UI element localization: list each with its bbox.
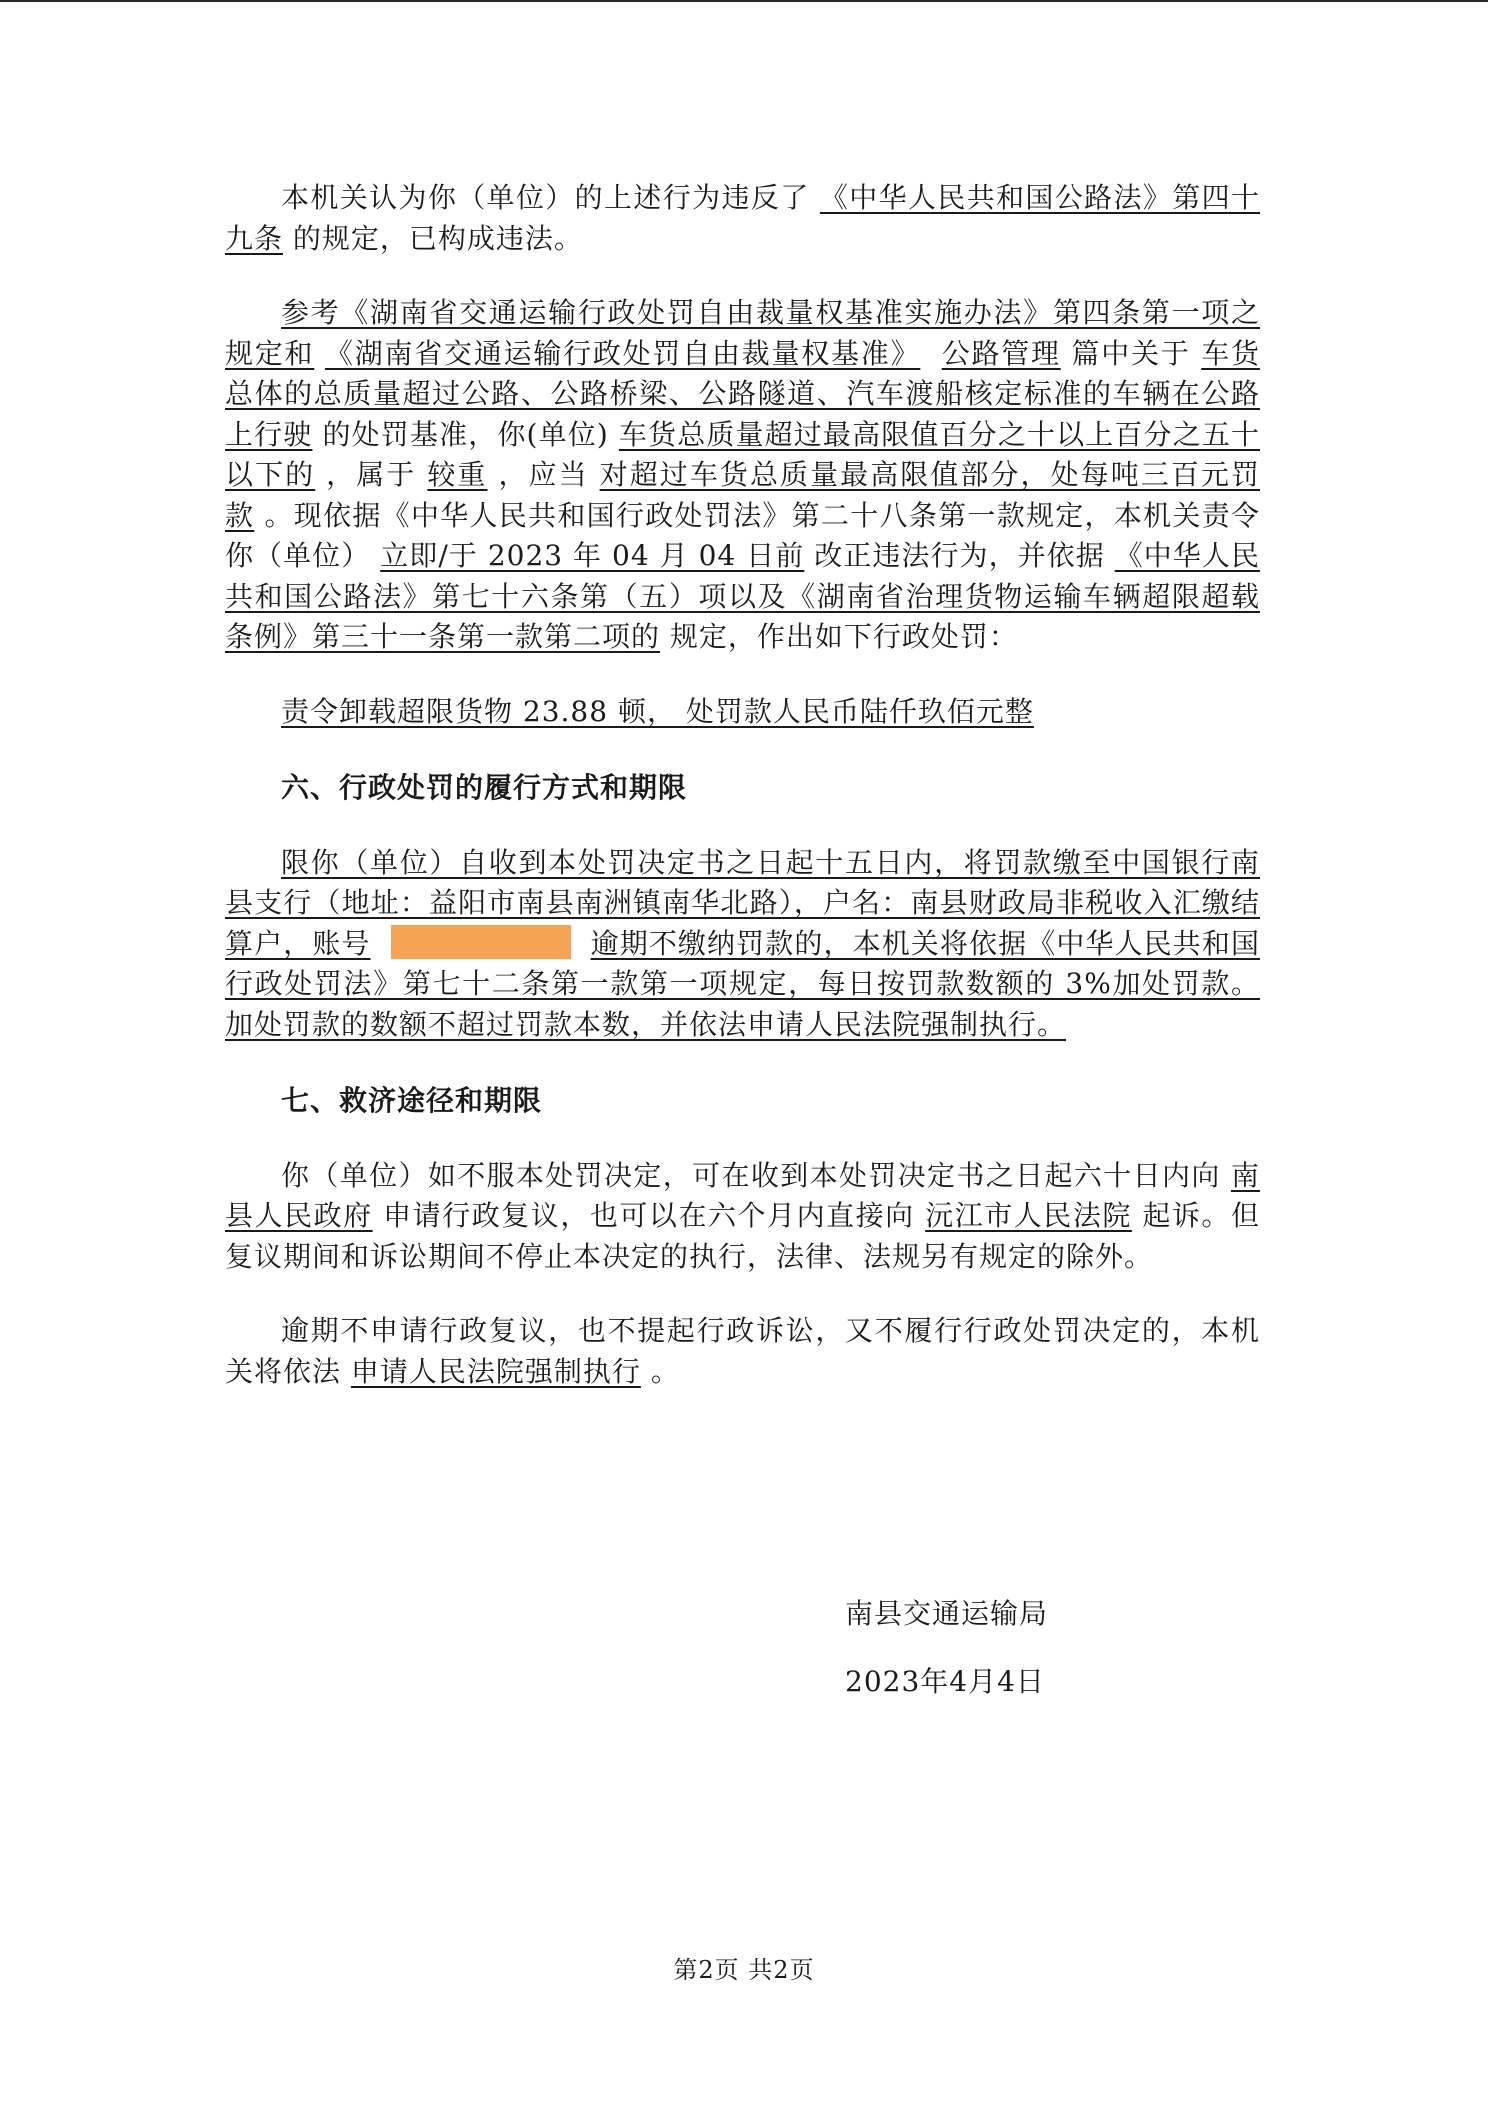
text-segment: 改正违法行为，并依据 (814, 539, 1105, 572)
paragraph-penalty (225, 692, 1260, 733)
penalty-standard: 对超过车货总质量最高限值部分，处每吨三百元罚款 (225, 458, 1260, 532)
text-segment: 。 (650, 1354, 680, 1388)
text-segment: 。现依据《中华人民共和国行政处罚法》第二十八条第一款规定，本机关责令你（单位） (225, 498, 1260, 572)
paragraph-penalty-basis (225, 293, 1260, 658)
text-segment: 篇中关于 (1071, 336, 1191, 370)
text-segment: 你（单位）如不服本处罚决定，可在收到本处罚决定书之日起六十日内向 (281, 1158, 1221, 1192)
text-segment: 规定，作出如下行政处罚： (669, 620, 1018, 653)
payment-instructions: 限你（单位）自收到本处罚决定书之日起十五日内，将罚款缴至中国银行南县支行（地址：益阳市南县南洲镇南华北路），户名：南县财政局非税收入汇缴结算户，账号 (225, 845, 1260, 960)
text-segment: 申请行政复议，也可以在六个月内直接向 (383, 1199, 915, 1232)
text-segment: 本机关认为你（单位）的上述行为违反了 (281, 181, 810, 214)
signature-organization: 南县交通运输局 (845, 1597, 1049, 1630)
redacted-account-number (391, 925, 571, 959)
enforcement-action: 申请人民法院强制执行 (350, 1354, 641, 1388)
court-name: 沅江市人民法院 (925, 1199, 1132, 1232)
law-reference: 《中华人民共和国公路法》第四十九条 (225, 181, 1260, 255)
section-heading-payment: 六、行政处罚的履行方式和期限 (281, 771, 688, 804)
top-border (0, 0, 1488, 2)
paragraph-violation (225, 178, 1260, 259)
review-authority: 南县人民政府 (225, 1158, 1260, 1232)
text-segment: 逾期不申请行政复议，也不提起行政诉讼，又不履行行政处罚决定的，本机关将依法 (225, 1314, 1260, 1388)
text-segment: ，属于 (326, 458, 417, 491)
page-number: 第2页 共2页 (673, 1956, 815, 1984)
late-payment-terms: 逾期不缴纳罚款的，本机关将依据《中华人民共和国行政处罚法》第七十二条第一款第一项规定，每日按罚款数额的 3%加处罚款。加处罚款的数额不超过罚款本数，并依法申请人民法院强制执行。 (225, 926, 1260, 1041)
document-body (225, 178, 1260, 1392)
paragraph-enforcement (225, 1311, 1260, 1392)
legal-basis: 《中华人民共和国公路法》第七十六条第（五）项以及《湖南省治理货物运输车辆超限超载条例》第三十一条第一款第二项的 (225, 539, 1260, 653)
text-segment: 的规定，已构成违法。 (292, 221, 583, 255)
signature-date: 2023年4月4日 (845, 1665, 1045, 1698)
reference-category: 公路管理 (941, 336, 1061, 370)
text-segment: ，应当 (498, 458, 589, 491)
reference-standard: 《湖南省交通运输行政处罚自由裁量权基准》 (324, 336, 921, 370)
penalty-content: 责令卸载超限货物 23.88 顿， 处罚款人民币陆仟玖佰元整 (281, 694, 1034, 728)
section-heading-remedy: 七、救济途径和期限 (281, 1084, 543, 1117)
reference-rules: 参考《湖南省交通运输行政处罚自由裁量权基准实施办法》第四条第一项之规定和 (225, 296, 1260, 370)
paragraph-remedy (225, 1156, 1260, 1278)
violation-description: 车货总体的总质量超过公路、公路桥梁、公路隧道、汽车渡船核定标准的车辆在公路上行驶 (225, 336, 1260, 451)
text-segment: 的处罚基准，你(单位) (322, 417, 609, 451)
text-segment: 起诉。但复议期间和诉讼期间不停止本决定的执行，法律、法规另有规定的除外。 (225, 1199, 1260, 1273)
violation-degree: 车货总质量超过最高限值百分之十以上百分之五十以下的 (225, 417, 1260, 491)
correction-deadline: 立即/于 2023 年 04 月 04 日前 (380, 539, 805, 572)
severity-level: 较重 (427, 458, 488, 491)
paragraph-payment (225, 843, 1260, 1046)
